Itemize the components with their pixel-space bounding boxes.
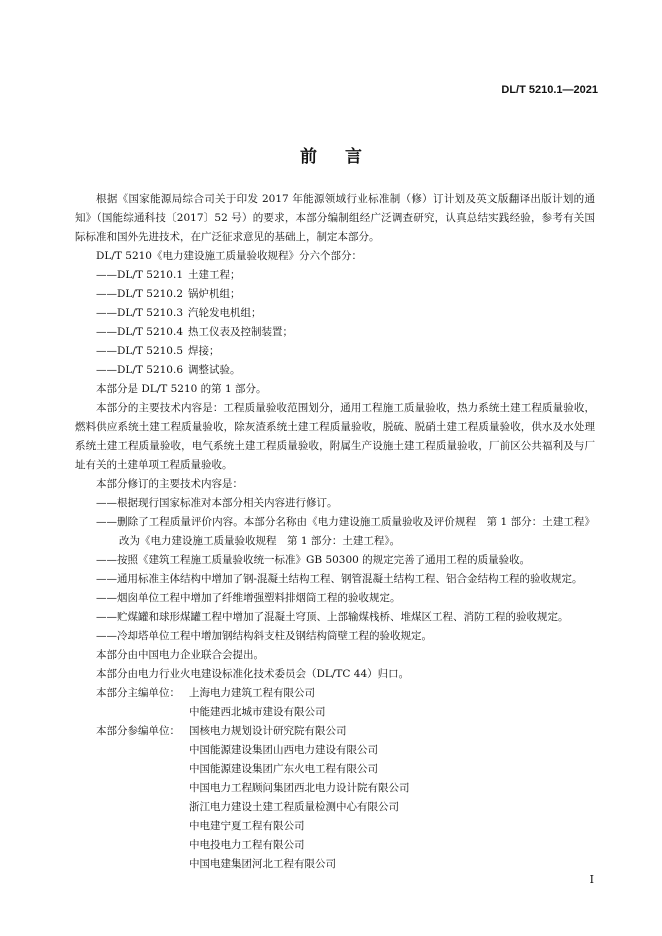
organization-name: 中国能源建设集团广东火电工程有限公司 bbox=[189, 763, 378, 775]
revision-item: ——烟囱单位工程中增加了纤维增强塑料排烟筒工程的验收规定。 bbox=[96, 592, 401, 604]
part-name: 热工仪表及控制装置； bbox=[188, 326, 293, 338]
revision-item: ——冷却塔单位工程中增加钢结构斜支柱及钢结构筒壁工程的验收规定。 bbox=[96, 630, 432, 642]
parts-list bbox=[75, 266, 595, 380]
organization-name: 中国电建集团河北工程有限公司 bbox=[189, 858, 336, 870]
part-name: 锅炉机组； bbox=[188, 288, 241, 300]
participating-units-list bbox=[189, 722, 410, 874]
revision-item: ——根据现行国家标准对本部分相关内容进行修订。 bbox=[96, 497, 338, 509]
participating-units-block bbox=[75, 722, 595, 874]
chief-units-block bbox=[75, 684, 595, 722]
proposed-by: 本部分由中国电力企业联合会提出。 bbox=[96, 649, 264, 661]
page-number: I bbox=[589, 873, 594, 886]
revision-intro: 本部分修订的主要技术内容是： bbox=[96, 478, 243, 490]
revision-item: ——按照《建筑工程施工质量验收统一标准》GB 50300 的规定完善了通用工程的质量验收。 bbox=[96, 554, 531, 566]
part-item bbox=[75, 266, 595, 285]
organization-name: 上海电力建筑工程有限公司 bbox=[189, 687, 315, 699]
revision-item: ——通用标准主体结构中增加了钢-混凝土结构工程、钢管混凝土结构工程、铝合金结构工程的验收规定。 bbox=[96, 573, 583, 585]
part-item bbox=[75, 285, 595, 304]
organization-name: 中国电力工程顾问集团西北电力设计院有限公司 bbox=[189, 782, 410, 794]
part-code: ——DL/T 5210.1 bbox=[96, 269, 184, 281]
organization-name: 中能建西北城市建设有限公司 bbox=[189, 706, 326, 718]
part-code: ——DL/T 5210.5 bbox=[96, 345, 184, 357]
chief-units-label: 本部分主编单位： bbox=[96, 687, 180, 699]
part-name: 调整试验。 bbox=[188, 364, 241, 376]
part-name: 焊接； bbox=[188, 345, 220, 357]
standard-code: DL/T 5210.1—2021 bbox=[501, 84, 598, 96]
organization-name: 浙江电力建设土建工程质量检测中心有限公司 bbox=[189, 801, 399, 813]
part-name: 汽轮发电机组； bbox=[188, 307, 262, 319]
part-name: 土建工程； bbox=[188, 269, 241, 281]
part-code: ——DL/T 5210.2 bbox=[96, 288, 184, 300]
part-code: ——DL/T 5210.6 bbox=[96, 364, 184, 376]
page-title: 前言 bbox=[300, 147, 390, 167]
revision-list bbox=[75, 494, 595, 646]
part-item bbox=[75, 323, 595, 342]
part-item bbox=[75, 361, 595, 380]
intro-paragraph: 根据《国家能源局综合司关于印发 2017 年能源领域行业标准制（修）订计划及英文版翻译出版计划的通知》（国能综通科技〔2017〕52 号）的要求，本部分编制组经广泛调查研究，认真总结实践经验，参考有关国际标准和国外先进技术，在广泛征求意见的基础上，制定本部分。 bbox=[75, 193, 595, 243]
this-part-statement: 本部分是 DL/T 5210 的第 1 部分。 bbox=[96, 383, 267, 395]
parts-intro: DL/T 5210《电力建设施工质量验收规程》分六个部分： bbox=[96, 250, 362, 262]
part-code: ——DL/T 5210.4 bbox=[96, 326, 184, 338]
chief-units-list bbox=[189, 684, 326, 722]
part-item bbox=[75, 304, 595, 323]
organization-name: 国核电力规划设计研究院有限公司 bbox=[189, 725, 347, 737]
revision-item: ——删除了工程质量评价内容。本部分名称由《电力建设施工质量验收及评价规程 第 1 部分：土建工程》改为《电力建设施工质量验收规程 第 1 部分：土建工程》。 bbox=[96, 516, 595, 547]
main-content-paragraph: 本部分的主要技术内容是：工程质量验收范围划分，通用工程施工质量验收，热力系统土建工程质量验收，燃料供应系统土建工程质量验收，除灰渣系统土建工程质量验收，脱硫、脱硝土建工程质量验收，供水及水处理系统土建工程质量验收，电气系统土建工程质量验收，附属生产设施土建工程质量验收，厂前区公共福利及与厂址有关的土建单项工程质量验收。 bbox=[75, 402, 595, 471]
document-body bbox=[75, 190, 595, 874]
part-code: ——DL/T 5210.3 bbox=[96, 307, 184, 319]
managed-by: 本部分由电力行业火电建设标准化技术委员会（DL/TC 44）归口。 bbox=[96, 668, 410, 680]
organization-name: 中国能源建设集团山西电力建设有限公司 bbox=[189, 744, 378, 756]
part-item bbox=[75, 342, 595, 361]
organization-name: 中电建宁夏工程有限公司 bbox=[189, 820, 305, 832]
participating-units-label: 本部分参编单位： bbox=[96, 725, 180, 737]
organization-name: 中电投电力工程有限公司 bbox=[189, 839, 305, 851]
revision-item: ——贮煤罐和球形煤罐工程中增加了混凝土穹顶、上部输煤栈桥、堆煤区工程、消防工程的验收规定。 bbox=[96, 611, 569, 623]
